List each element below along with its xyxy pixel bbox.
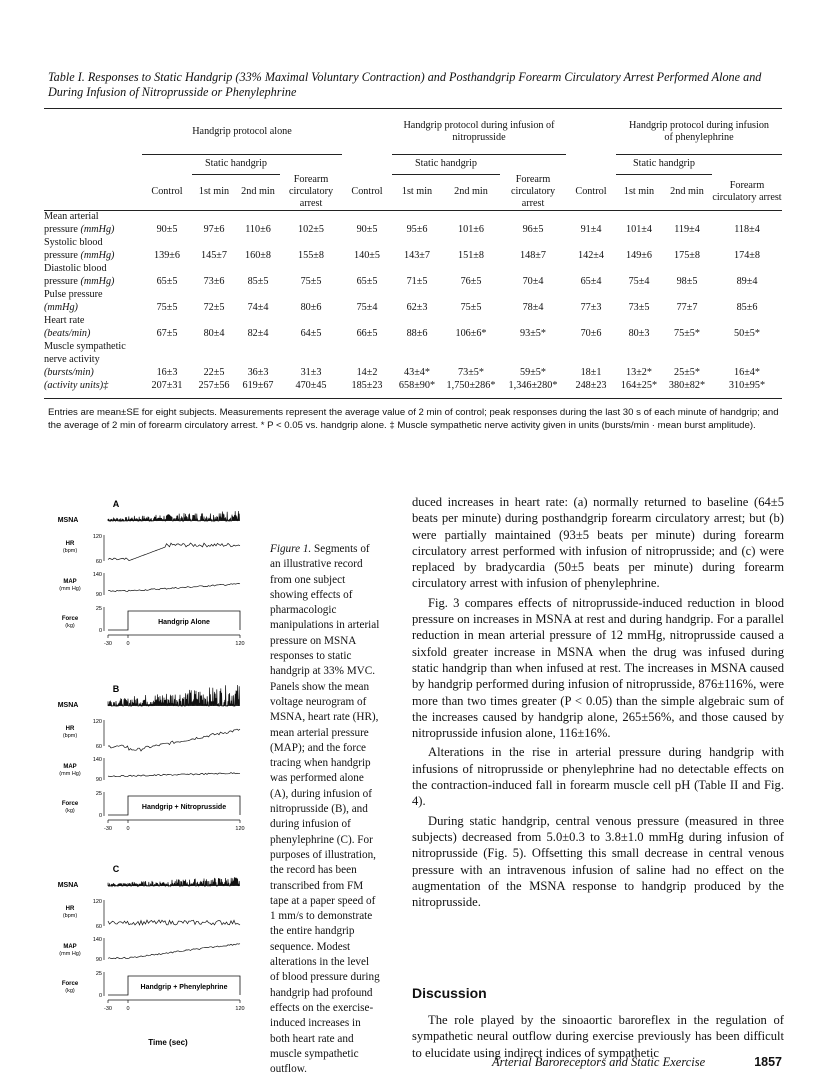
table-cell: 14±2: [356, 367, 378, 378]
col-arrest: Forearm circulatory arrest: [712, 180, 782, 203]
table-cell: 31±3: [300, 367, 322, 378]
table-cell: 73±6: [203, 276, 225, 287]
hr-trace: [108, 729, 240, 751]
table-cell: 106±6*: [455, 328, 487, 339]
force-tick: 0: [98, 813, 102, 819]
map-tick: 90: [95, 777, 102, 783]
paragraph-2: Fig. 3 compares effects of nitroprusside-induced reduction in blood pressure on increases in MSNA at rest and during handgrip. For a parallel reduction in mean arterial pressure of 12 mmHg, nitroprusside caused a sixfold greater increase in MSNA when the drug was infused during static handgrip than when infused at rest. The increases in MSNA caused by handgrip performed during infusion of nitroprusside, 876±116%, were more than two times greater (P < 0.05) than the simple algebraic sum of the increases caused by handgrip alone, 265±56%, and those caused by nitroprusside infusion alone, 116±16%.: [412, 595, 784, 741]
col-arrest: Forearm circulatory arrest: [288, 174, 334, 209]
figure-1: [40, 495, 270, 1050]
map-trace: [108, 584, 240, 592]
map-label: MAP: [63, 944, 77, 950]
paragraph-1: duced increases in heart rate: (a) normally returned to baseline (64±5 beats per minute) during posthandgrip forearm circulatory arrest; but (b) were partially maintained (93±5 beats per minute) during forearm circulatory arrest performed with infusion of nitroprusside; and (c) were replaced by bradycardia (50±5 beats per minute) during forearm circulatory arrest with infusion of phenylephrine.: [412, 495, 784, 591]
row-unit: (beats/min): [44, 328, 91, 339]
table-cell: 66±5: [356, 328, 378, 339]
force-label: (kg): [65, 808, 75, 814]
time-tick-label: 0: [126, 641, 130, 647]
force-tick: 25: [95, 606, 102, 612]
table-cell: 90±5: [356, 224, 378, 235]
table-cell: 85±5: [247, 276, 269, 287]
page-footer: [492, 1055, 782, 1070]
table-caption: Table I. Responses to Static Handgrip (33% Maximal Voluntary Contraction) and Posthandgrip Forearm Circulatory Arrest Performed Alone and During Infusion of Nitroprusside or Phenylephrine: [48, 70, 762, 99]
table-cell: 73±5: [628, 302, 650, 313]
map-tick: 140: [92, 757, 102, 763]
map-label: (mm Hg): [59, 771, 81, 777]
msna-trace: [108, 877, 240, 886]
table-cell: 65±5: [156, 276, 178, 287]
hr-tick: 120: [92, 899, 102, 905]
table-footnote: Entries are mean±SE for eight subjects. Measurements represent the average value of 2 min of control; peak responses during the last 30 s of each minute of handgrip; and the average of 2 min of forearm circulatory arrest. * P < 0.05 vs. handgrip alone. ‡ Muscle sympathetic nerve activity given in units (bursts/min · mean burst amplitude).: [48, 407, 779, 431]
row-label: (activity units)‡: [44, 380, 109, 391]
map-trace: [108, 773, 240, 777]
hr-label: (bpm): [62, 548, 78, 554]
row-label: [44, 302, 142, 315]
table-cell: 89±4: [736, 276, 758, 287]
col-2nd-min: 2nd min: [241, 186, 275, 198]
hr-tick: 60: [95, 924, 102, 930]
time-tick-label: -30: [104, 641, 112, 647]
table-cell: 118±4: [734, 224, 760, 235]
hr-tick: 60: [95, 559, 102, 565]
table-cell: 145±7: [201, 250, 227, 261]
time-axis-label: Time (sec): [148, 1038, 188, 1047]
table-cell: 95±6: [406, 224, 428, 235]
col-2nd-min: 2nd min: [454, 186, 488, 198]
force-label: (kg): [65, 988, 75, 994]
table-cell: 98±5: [676, 276, 698, 287]
table-cell: 75±4: [628, 276, 650, 287]
paragraph-5: The role played by the sinoaortic baroreflex in the regulation of sympathetic neural outflow during exercise previously has been difficult to elucidate using indirect indices of sympathetic: [412, 1013, 784, 1060]
time-tick-label: 0: [126, 1006, 130, 1012]
table-cell: 1,346±280*: [508, 380, 558, 391]
figure-panel: [58, 684, 245, 832]
row-label: [44, 328, 142, 341]
table-cell: 160±8: [245, 250, 271, 261]
table-cell: 102±5: [298, 224, 324, 235]
hr-trace: [108, 543, 240, 561]
table-cell: 470±45: [295, 380, 327, 391]
table-cell: 85±6: [736, 302, 758, 313]
row-label: Heart rate: [44, 315, 85, 326]
group-header-alone: Handgrip protocol alone: [142, 110, 342, 154]
table-cell: 71±5: [406, 276, 428, 287]
table-cell: 77±3: [580, 302, 602, 313]
table-cell: 64±5: [300, 328, 322, 339]
table-top-rule: [44, 108, 782, 109]
table-cell: 80±4: [203, 328, 225, 339]
hr-trace: [108, 920, 240, 925]
table-cell: 174±8: [734, 250, 760, 261]
table-cell: 73±5*: [458, 367, 484, 378]
table-cell: 97±6: [203, 224, 225, 235]
table-bottom-rule: [44, 398, 782, 399]
time-tick-label: -30: [104, 826, 112, 832]
map-tick: 90: [95, 957, 102, 963]
force-label: Force: [61, 981, 79, 987]
force-protocol-label: Handgrip + Nitroprusside: [141, 804, 227, 811]
row-label: (bursts/min): [44, 367, 94, 378]
col-1st-min: 1st min: [401, 186, 433, 198]
msna-label: MSNA: [57, 517, 79, 524]
subheader-static-handgrip: Static handgrip: [392, 154, 500, 174]
table-cell: 78±4: [522, 302, 544, 313]
table-cell: 619±67: [242, 380, 274, 391]
table-cell: 77±7: [676, 302, 698, 313]
map-label: MAP: [63, 579, 77, 585]
table-cell: 175±8: [674, 250, 700, 261]
table-cell: 75±4: [356, 302, 378, 313]
map-tick: 140: [92, 572, 102, 578]
row-unit: (mmHg): [80, 276, 115, 287]
table-cell: 248±23: [575, 380, 607, 391]
table-cell: 257±56: [198, 380, 230, 391]
table-cell: 185±23: [351, 380, 383, 391]
page-number: 1857: [754, 1055, 782, 1069]
table-cell: 80±6: [300, 302, 322, 313]
table-cell: 22±5: [203, 367, 225, 378]
force-tick: 0: [98, 628, 102, 634]
table-cell: 148±7: [520, 250, 546, 261]
row-label: Pulse pressure: [44, 289, 103, 300]
row-label-part: pressure: [44, 276, 78, 287]
table-cell: 658±90*: [398, 380, 436, 391]
figure-caption-label: Figure 1.: [270, 543, 312, 555]
table-cell: 25±5*: [674, 367, 700, 378]
row-label-part: pressure: [44, 224, 78, 235]
map-tick: 90: [95, 592, 102, 598]
col-2nd-min: 2nd min: [670, 186, 704, 198]
col-arrest: Forearm circulatory arrest: [510, 174, 556, 209]
table-cell: 142±4: [578, 250, 604, 261]
row-label: [44, 276, 142, 289]
force-tick: 0: [98, 993, 102, 999]
figure-caption-text: Segments of an illustrative record from one subject showing effects of pharmacologic manipulations in arterial pressure on MSNA responses to static handgrip at 33% MVC. Panels show the mean voltage neurogram of MSNA, heart rate (HR), mean arterial pressure (MAP); and the force tracing when handgrip was performed alone (A), during infusion of nitroprusside (B), and during infusion of phenylephrine (C). For purposes of illustration, the record has been transcribed from FM tape at a paper speed of 1 mm/s to demonstrate the entire handgrip sequence. Modest alterations in the level of blood pressure during handgrip had profound effects on the exercise-induced increases in both heart rate and muscle sympathetic outflow.: [270, 543, 380, 1076]
row-label: Muscle sympathetic: [44, 341, 126, 352]
group-header-nitroprusside: Handgrip protocol during infusion of nitroprusside: [392, 110, 566, 154]
table-cell: 140±5: [354, 250, 380, 261]
figure-panel: [58, 499, 245, 647]
table-cell: 82±4: [247, 328, 269, 339]
figure-caption: [270, 542, 380, 1077]
paragraph-4: During static handgrip, central venous pressure (measured in three subjects) decreased from 5.0±0.3 to 3.8±1.0 mmHg during infusion of nitroprusside (Fig. 5). Offsetting this small decrease in central venous pressure with an intravenous infusion of saline had no effect on the augmentation of the MSNA response to handgrip produced by the nitroprusside.: [412, 813, 784, 910]
paragraph-3: Alterations in the rise in arterial pressure during handgrip with infusions of nitroprusside or phenylephrine had no detectable effects on the contraction-induced fall in forearm muscle cell pH (Table II and Fig. 4).: [412, 745, 784, 809]
row-unit: (mmHg): [80, 250, 115, 261]
table-cell: 90±5: [156, 224, 178, 235]
data-table: [44, 110, 782, 403]
body-column: [412, 494, 784, 910]
table-cell: 65±5: [356, 276, 378, 287]
table-cell: 75±5: [300, 276, 322, 287]
time-tick-label: 120: [235, 1006, 245, 1012]
table-cell: 101±6: [458, 224, 484, 235]
panel-letter: B: [112, 684, 120, 694]
col-1st-min: 1st min: [623, 186, 655, 198]
table-cell: 72±5: [203, 302, 225, 313]
hr-label: (bpm): [62, 733, 78, 739]
row-label: Systolic blood: [44, 237, 103, 248]
map-trace: [108, 944, 240, 959]
table-cell: 16±4*: [734, 367, 760, 378]
table-cell: 119±4: [674, 224, 700, 235]
table-cell: 1,750±286*: [446, 380, 496, 391]
running-title: Arterial Baroreceptors and Static Exercise: [492, 1055, 706, 1069]
table-cell: 91±4: [580, 224, 602, 235]
table-cell: 149±6: [626, 250, 652, 261]
hr-tick: 120: [92, 534, 102, 540]
table-cell: 70±4: [522, 276, 544, 287]
table-cell: 139±6: [154, 250, 180, 261]
table-cell: 96±5: [522, 224, 544, 235]
force-label: Force: [61, 616, 79, 622]
table-cell: 70±6: [580, 328, 602, 339]
row-unit: (mmHg): [80, 224, 115, 235]
col-control: Control: [351, 186, 383, 197]
table-cell: 143±7: [404, 250, 430, 261]
table-cell: 207±31: [151, 380, 183, 391]
col-1st-min: 1st min: [198, 186, 230, 198]
map-label: (mm Hg): [59, 586, 81, 592]
col-control: Control: [575, 186, 607, 197]
time-tick-label: 120: [235, 641, 245, 647]
time-tick-label: -30: [104, 1006, 112, 1012]
force-label: (kg): [65, 623, 75, 629]
table-cell: 80±3: [628, 328, 650, 339]
table-cell: 76±5: [460, 276, 482, 287]
table-cell: 155±8: [298, 250, 324, 261]
table-cell: 13±2*: [626, 367, 652, 378]
force-tick: 25: [95, 971, 102, 977]
hr-tick: 60: [95, 744, 102, 750]
table-cell: 16±3: [156, 367, 178, 378]
table-cell: 43±4*: [404, 367, 430, 378]
hr-label: HR: [65, 541, 75, 547]
col-control: Control: [151, 186, 183, 197]
table-cell: 36±3: [247, 367, 269, 378]
row-label: [44, 250, 142, 263]
force-protocol-label: Handgrip Alone: [158, 619, 210, 626]
force-label: Force: [61, 801, 79, 807]
hr-label: HR: [65, 906, 75, 912]
table-cell: 50±5*: [734, 328, 760, 339]
subheader-static-handgrip: Static handgrip: [616, 154, 712, 174]
table-cell: 151±8: [458, 250, 484, 261]
msna-trace: [108, 511, 240, 521]
table-cell: 18±1: [580, 367, 602, 378]
table-cell: 88±6: [406, 328, 428, 339]
panel-letter: A: [112, 499, 120, 509]
table-cell: 75±5: [460, 302, 482, 313]
force-tick: 25: [95, 791, 102, 797]
figure-panel: [58, 864, 245, 1012]
row-label: [44, 224, 142, 237]
row-label: Diastolic blood: [44, 263, 107, 274]
group-header-phenylephrine: Handgrip protocol during infusion of phenylephrine: [616, 110, 782, 154]
time-tick-label: 120: [235, 826, 245, 832]
table-cell: 380±82*: [668, 380, 706, 391]
msna-label: MSNA: [57, 882, 79, 889]
force-protocol-label: Handgrip + Phenylephrine: [140, 984, 228, 991]
msna-label: MSNA: [57, 702, 79, 709]
row-label: Mean arterial: [44, 211, 99, 223]
table-cell: 164±25*: [620, 380, 658, 391]
hr-label: HR: [65, 726, 75, 732]
table-cell: 62±3: [406, 302, 428, 313]
table-cell: 101±4: [626, 224, 652, 235]
table-cell: 75±5: [156, 302, 178, 313]
row-unit: (mmHg): [44, 302, 78, 313]
map-label: (mm Hg): [59, 951, 81, 957]
hr-label: (bpm): [62, 913, 78, 919]
subheader-static-handgrip: Static handgrip: [192, 154, 280, 174]
table-cell: 67±5: [156, 328, 178, 339]
hr-tick: 120: [92, 719, 102, 725]
map-tick: 140: [92, 937, 102, 943]
table-cell: 74±4: [247, 302, 269, 313]
row-label: nerve activity: [44, 354, 100, 365]
table-cell: 110±6: [245, 224, 271, 235]
msna-trace: [108, 685, 240, 706]
row-label-part: pressure: [44, 250, 78, 261]
time-tick-label: 0: [126, 826, 130, 832]
table-cell: 310±95*: [728, 380, 766, 391]
table-cell: 93±5*: [520, 328, 546, 339]
map-label: MAP: [63, 764, 77, 770]
table-cell: 59±5*: [520, 367, 546, 378]
section-heading: Discussion: [412, 985, 487, 1001]
table-cell: 75±5*: [674, 328, 700, 339]
panel-letter: C: [112, 864, 120, 874]
table-cell: 65±4: [580, 276, 602, 287]
